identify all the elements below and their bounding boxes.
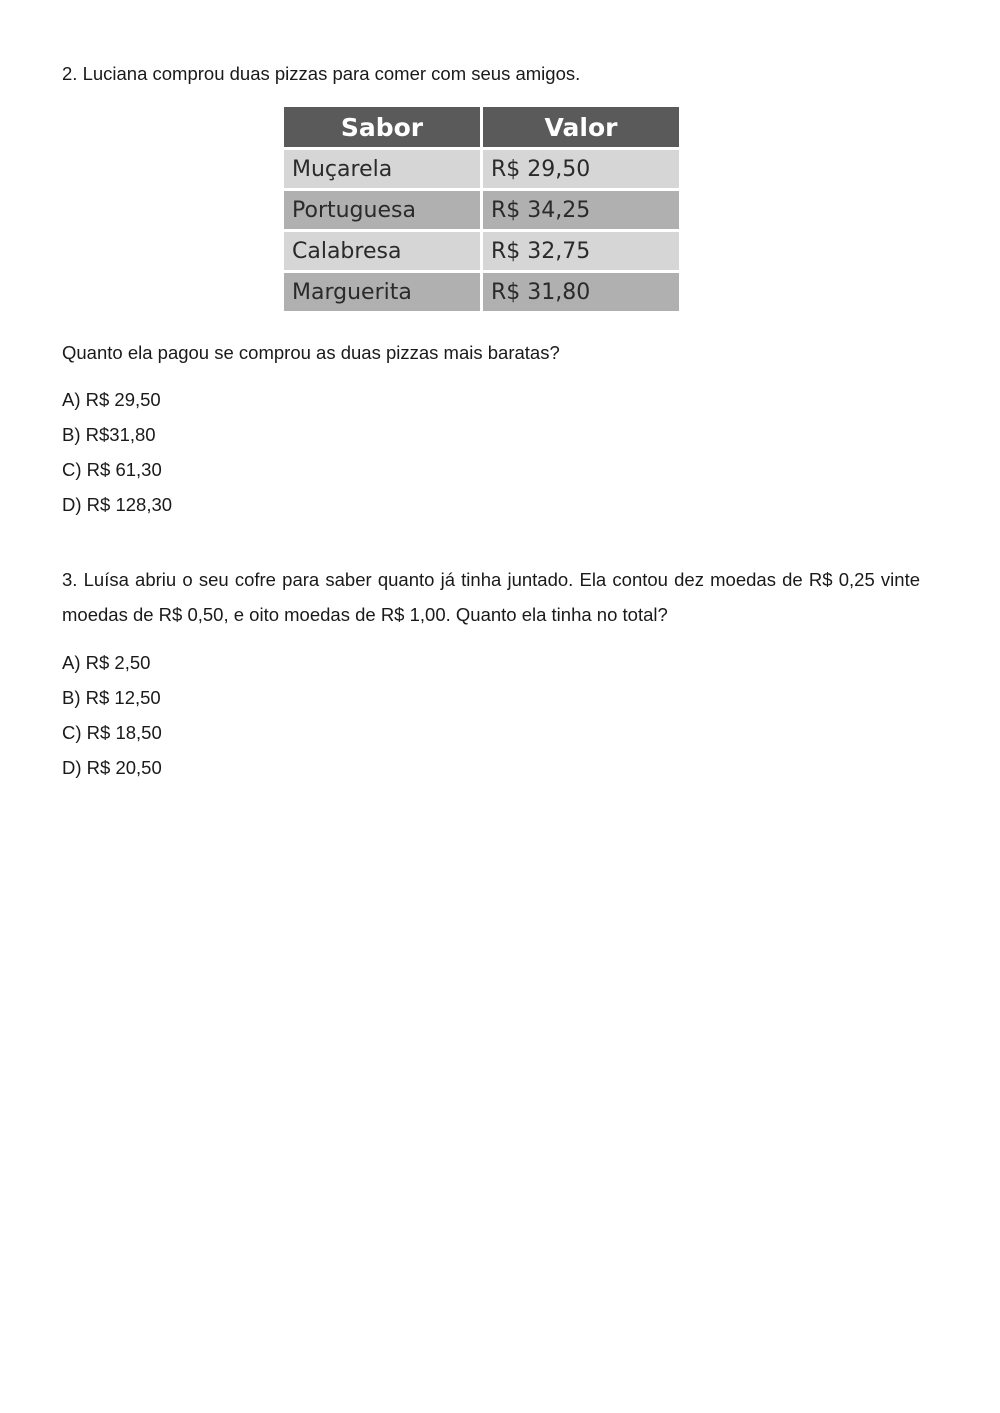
question-3-text: 3. Luísa abriu o seu cofre para saber quanto já tinha juntado. Ela contou dez moedas de R$ 0,25 vinte moedas de R$ 0,50, e oito moedas de R$ 1,00. Quanto ela tinha no total? <box>62 569 920 625</box>
option-d[interactable]: D) R$ 20,50 <box>62 757 162 778</box>
price-cell: R$ 34,25 <box>483 191 679 229</box>
flavor-cell: Calabresa <box>284 232 480 270</box>
table-row <box>284 191 679 229</box>
option-d[interactable]: D) R$ 128,30 <box>62 494 173 515</box>
table-row <box>284 232 679 270</box>
flavor-cell: Marguerita <box>284 273 480 311</box>
price-cell: R$ 29,50 <box>483 150 679 188</box>
question-2-title: 2. Luciana comprou duas pizzas para comer com seus amigos. <box>62 63 581 84</box>
option-c[interactable]: C) R$ 18,50 <box>62 722 162 743</box>
table-header-row <box>284 107 679 147</box>
table-row <box>284 150 679 188</box>
question-2-options <box>62 388 172 528</box>
option-a[interactable]: A) R$ 29,50 <box>62 389 161 410</box>
flavor-cell: Portuguesa <box>284 191 480 229</box>
question-2-prompt: Quanto ela pagou se comprou as duas pizzas mais baratas? <box>62 342 560 363</box>
option-a[interactable]: A) R$ 2,50 <box>62 652 151 673</box>
table-row <box>284 273 679 311</box>
option-b[interactable]: B) R$31,80 <box>62 424 156 445</box>
option-c[interactable]: C) R$ 61,30 <box>62 459 162 480</box>
price-cell: R$ 31,80 <box>483 273 679 311</box>
option-b[interactable]: B) R$ 12,50 <box>62 687 161 708</box>
price-cell: R$ 32,75 <box>483 232 679 270</box>
header-sabor: Sabor <box>284 107 480 147</box>
pizza-price-table <box>281 104 682 314</box>
header-valor: Valor <box>483 107 679 147</box>
question-3-options <box>62 651 162 791</box>
flavor-cell: Muçarela <box>284 150 480 188</box>
